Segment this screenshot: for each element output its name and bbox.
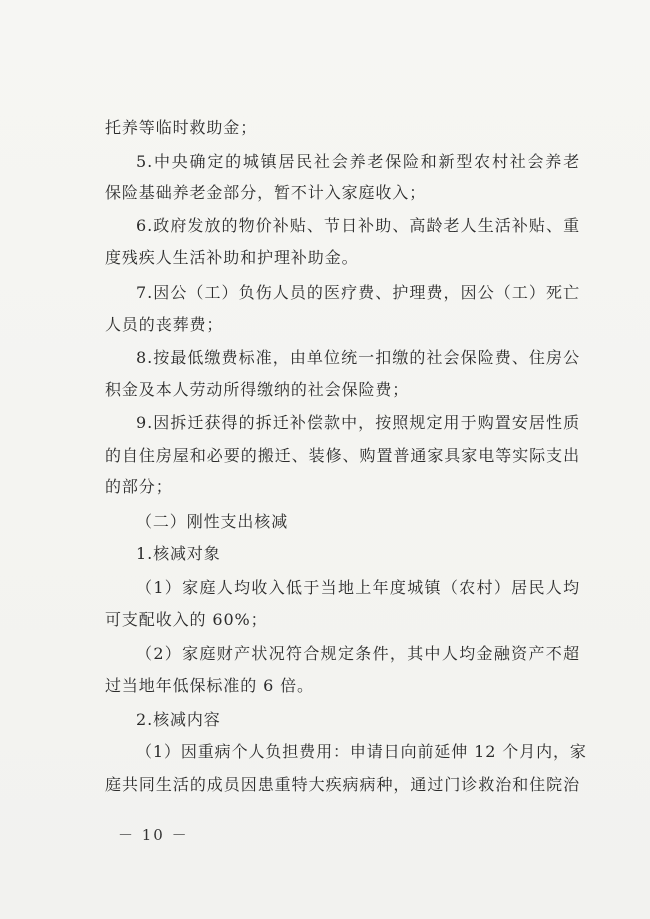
page-number: － 10 －	[118, 826, 189, 844]
subsection-heading: 2.核减内容	[136, 710, 221, 729]
text-line: （1）家庭人均收入低于当地上年度城镇（农村）居民人均	[136, 578, 580, 597]
text-line: 积金及本人劳动所得缴纳的社会保险费；	[105, 380, 410, 399]
subsection-heading: 1.核减对象	[136, 544, 221, 563]
text-line: 5.中央确定的城镇居民社会养老保险和新型农村社会养老	[136, 152, 580, 171]
text-line: 8.按最低缴费标准，由单位统一扣缴的社会保险费、住房公	[136, 348, 580, 367]
text-line: 度残疾人生活补助和护理补助金。	[105, 248, 359, 267]
text-line: 可支配收入的 60%；	[105, 610, 268, 629]
text-line: （1）因重病个人负担费用：申请日向前延伸 12 个月内，家	[136, 742, 587, 761]
text-line: （2）家庭财产状况符合规定条件，其中人均金融资产不超	[136, 644, 580, 663]
text-line: 过当地年低保标准的 6 倍。	[105, 676, 314, 695]
text-line: 9.因拆迁获得的拆迁补偿款中，按照规定用于购置安居性质	[136, 413, 580, 432]
text-line: 的自住房屋和必要的搬迁、装修、购置普通家具家电等实际支出	[105, 446, 580, 465]
text-line: 庭共同生活的成员因患重特大疾病病种，通过门诊救治和住院治	[105, 775, 580, 794]
text-line: 人员的丧葬费；	[105, 315, 224, 334]
text-line: 7.因公（工）负伤人员的医疗费、护理费，因公（工）死亡	[136, 283, 580, 302]
text-line: 的部分；	[105, 477, 173, 496]
text-line: 保险基础养老金部分，暂不计入家庭收入；	[105, 183, 427, 202]
section-heading: （二）刚性支出核减	[136, 512, 289, 531]
text-line: 6.政府发放的物价补贴、节日补助、高龄老人生活补贴、重	[136, 216, 580, 235]
text-line: 托养等临时救助金；	[105, 118, 258, 137]
